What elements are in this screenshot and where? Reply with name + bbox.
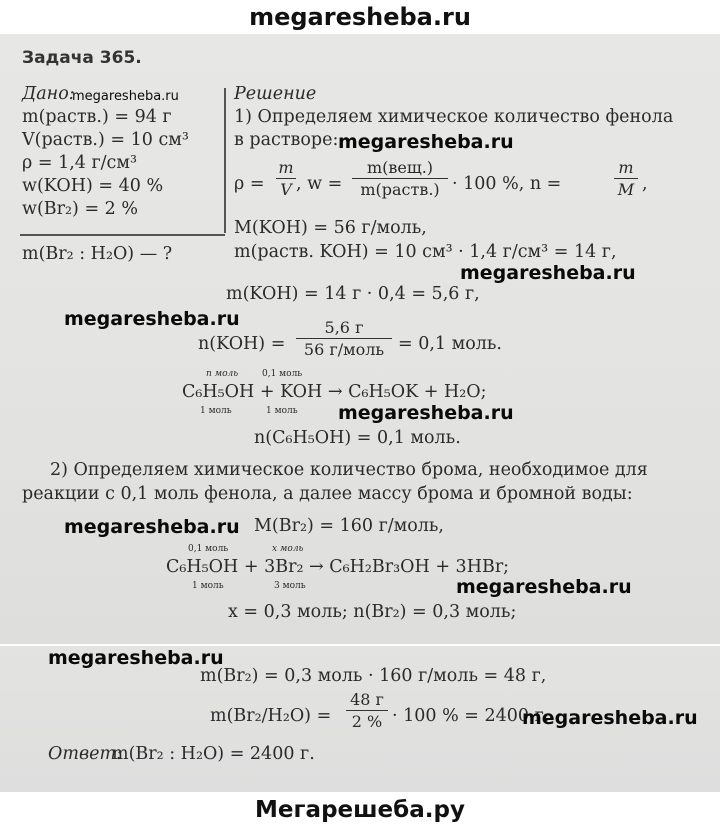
fraction-w-den: m(раств.)	[360, 180, 440, 200]
molar-mass-koh: M(KOH) = 56 г/моль,	[234, 218, 427, 238]
n-koh-right: = 0,1 моль.	[398, 334, 502, 354]
answer-value: m(Br₂ : H₂O) = 2400 г.	[112, 744, 315, 764]
fraction-n-den: M	[617, 180, 635, 200]
formula-end: ,	[642, 174, 648, 194]
solution-label: Решение	[234, 84, 317, 104]
watermark: megaresheba.ru	[338, 402, 514, 424]
reaction1: C₆H₅OH + KOH → C₆H₅OK + H₂O;	[182, 382, 487, 402]
mass-br2: m(Br₂) = 0,3 моль · 160 г/моль = 48 г,	[200, 666, 547, 686]
watermark: megaresheba.ru	[64, 516, 240, 538]
mass-water-right: · 100 % = 2400 г.	[392, 706, 550, 726]
given-volume: V(раств.) = 10 см³	[22, 130, 189, 150]
given-mass-solution: m(раств.) = 94 г	[22, 107, 172, 127]
site-header: megaresheba.ru	[0, 0, 720, 34]
step1-line1: 1) Определяем химическое количество фенола	[234, 107, 674, 127]
formula-w: , w =	[296, 174, 343, 194]
given-w-br2: w(Br₂) = 2 %	[22, 199, 138, 219]
find-quantity: m(Br₂ : H₂O) — ?	[22, 244, 173, 264]
answer-label: Ответ:	[48, 744, 122, 764]
reaction2: C₆H₅OH + 3Br₂ → C₆H₂Br₃OH + 3HBr;	[166, 557, 510, 577]
mass-koh: m(KOH) = 14 г · 0,4 = 5,6 г,	[226, 284, 480, 304]
mass-solution-koh: m(раств. KOH) = 10 см³ · 1,4 г/см³ = 14 г,	[234, 242, 617, 262]
watermark: megaresheba.ru	[456, 576, 632, 598]
fraction-mass-water-num: 48 г	[350, 690, 384, 709]
watermark: megaresheba.ru	[338, 131, 514, 153]
step1-line2: в растворе:	[234, 130, 339, 150]
textbook-page	[0, 34, 720, 644]
fraction-rho-den: V	[280, 180, 292, 200]
fraction-n-koh-num: 5,6 г	[324, 318, 364, 337]
watermark: megaresheba.ru	[48, 647, 224, 669]
x-result: x = 0,3 моль; n(Br₂) = 0,3 моль;	[228, 602, 517, 622]
reaction2-below-2: 3 моль	[274, 581, 306, 591]
fraction-n-num: m	[618, 158, 634, 177]
fraction-n	[614, 158, 638, 199]
watermark: megaresheba.ru	[64, 308, 240, 330]
fraction-rho	[276, 158, 296, 199]
given-divider-vertical	[224, 88, 226, 233]
problem-title: Задача 365.	[22, 48, 142, 68]
n-phenol: n(C₆H₅OH) = 0,1 моль.	[254, 428, 461, 448]
fraction-n-koh	[296, 318, 392, 359]
fraction-w-num: m(вещ.)	[366, 158, 434, 177]
fraction-w	[352, 158, 448, 199]
formula-w-tail: · 100 %, n =	[452, 174, 562, 194]
n-koh-left: n(KOH) =	[198, 334, 286, 354]
reaction2-above-1: 0,1 моль	[188, 544, 229, 554]
given-divider-horizontal	[20, 234, 225, 236]
watermark: megaresheba.ru	[72, 89, 179, 104]
fraction-mass-water	[346, 690, 388, 731]
fraction-mass-water-den: 2 %	[351, 712, 383, 732]
given-label: Дано:	[22, 84, 75, 104]
step2-line2: реакции с 0,1 моль фенола, а далее массу брома и бромной воды:	[22, 484, 633, 504]
reaction2-above-2: x моль	[272, 544, 304, 554]
site-footer: Мегарешеба.ру	[0, 792, 720, 828]
molar-mass-br2: M(Br₂) = 160 г/моль,	[254, 516, 444, 536]
reaction1-below-1: 1 моль	[200, 406, 232, 416]
reaction2-below-1: 1 моль	[192, 581, 224, 591]
given-w-koh: w(KOH) = 40 %	[22, 176, 164, 196]
reaction1-below-2: 1 моль	[266, 406, 298, 416]
reaction1-above-1: n моль	[206, 369, 239, 379]
watermark: megaresheba.ru	[460, 262, 636, 284]
formula-rho: ρ =	[234, 174, 265, 194]
fraction-n-koh-den: 56 г/моль	[303, 340, 385, 360]
watermark: megaresheba.ru	[522, 707, 698, 729]
fraction-rho-num: m	[278, 158, 294, 177]
step2-line1: 2) Определяем химическое количество брома, необходимое для	[50, 460, 648, 480]
mass-water-left: m(Br₂/H₂O) =	[210, 706, 332, 726]
reaction1-above-2: 0,1 моль	[262, 369, 303, 379]
given-density: ρ = 1,4 г/см³	[22, 153, 137, 173]
